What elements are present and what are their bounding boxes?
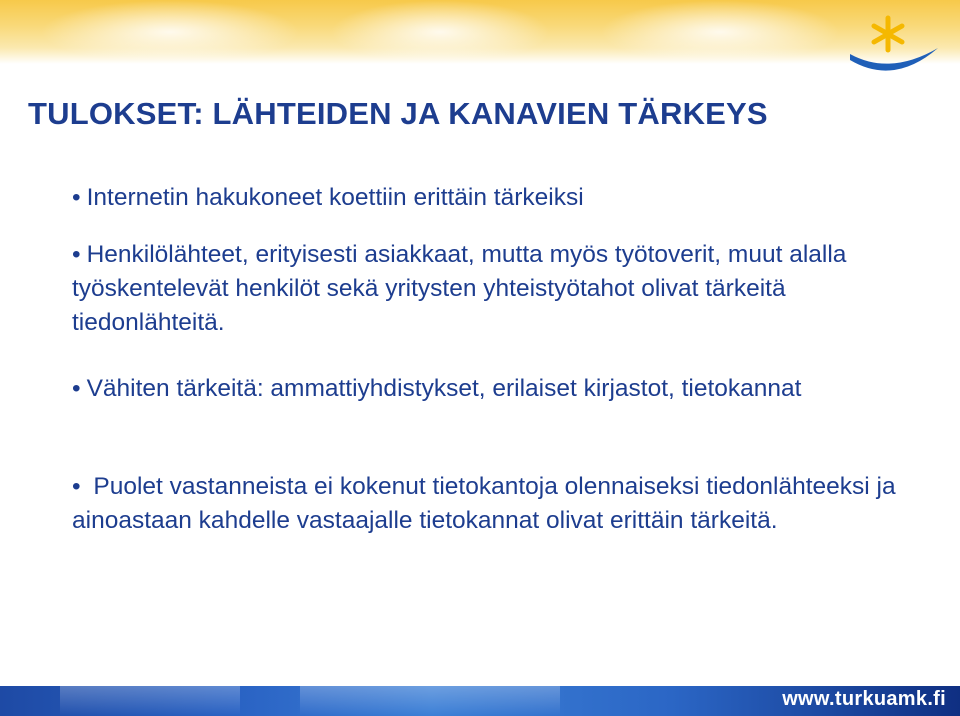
footer-url-link[interactable]: www.turkuamk.fi <box>782 688 946 710</box>
footer-band <box>0 686 960 716</box>
bullet-marker: • <box>72 473 81 500</box>
bullet-text: Vähiten tärkeitä: ammattiyhdistykset, erilaiset kirjastot, tietokannat <box>86 375 802 402</box>
band-streak <box>60 686 240 716</box>
band-highlight <box>330 0 550 64</box>
bullet-item <box>72 372 932 406</box>
bullet-text: Internetin hakukoneet koettiin erittäin tärkeiksi <box>86 184 584 211</box>
bullet-item <box>72 238 932 340</box>
slide-title: TULOKSET: LÄHTEIDEN JA KANAVIEN TÄRKEYS <box>28 96 768 131</box>
band-highlight <box>40 0 300 64</box>
bullet-text: Henkilölähteet, erityisesti asiakkaat, mutta myös työtoverit, muut alalla työskentelevät henkilöt sekä yritysten yhteistyötahot olivat tärkeitä tiedonlähteitä. <box>72 241 847 336</box>
bullet-marker: • <box>72 375 81 402</box>
band-highlight <box>600 0 840 64</box>
bullet-item <box>72 470 932 538</box>
turku-amk-logo-icon <box>846 8 946 88</box>
band-streak <box>300 686 560 716</box>
bullet-marker: • <box>72 241 81 268</box>
bullet-item <box>72 181 932 215</box>
top-decorative-band <box>0 0 960 64</box>
bullet-marker: • <box>72 184 81 211</box>
bullet-text: Puolet vastanneista ei kokenut tietokantoja olennaiseksi tiedonlähteeksi ja ainoastaan kahdelle vastaajalle tietokannat olivat erittäin tärkeitä. <box>72 473 896 534</box>
